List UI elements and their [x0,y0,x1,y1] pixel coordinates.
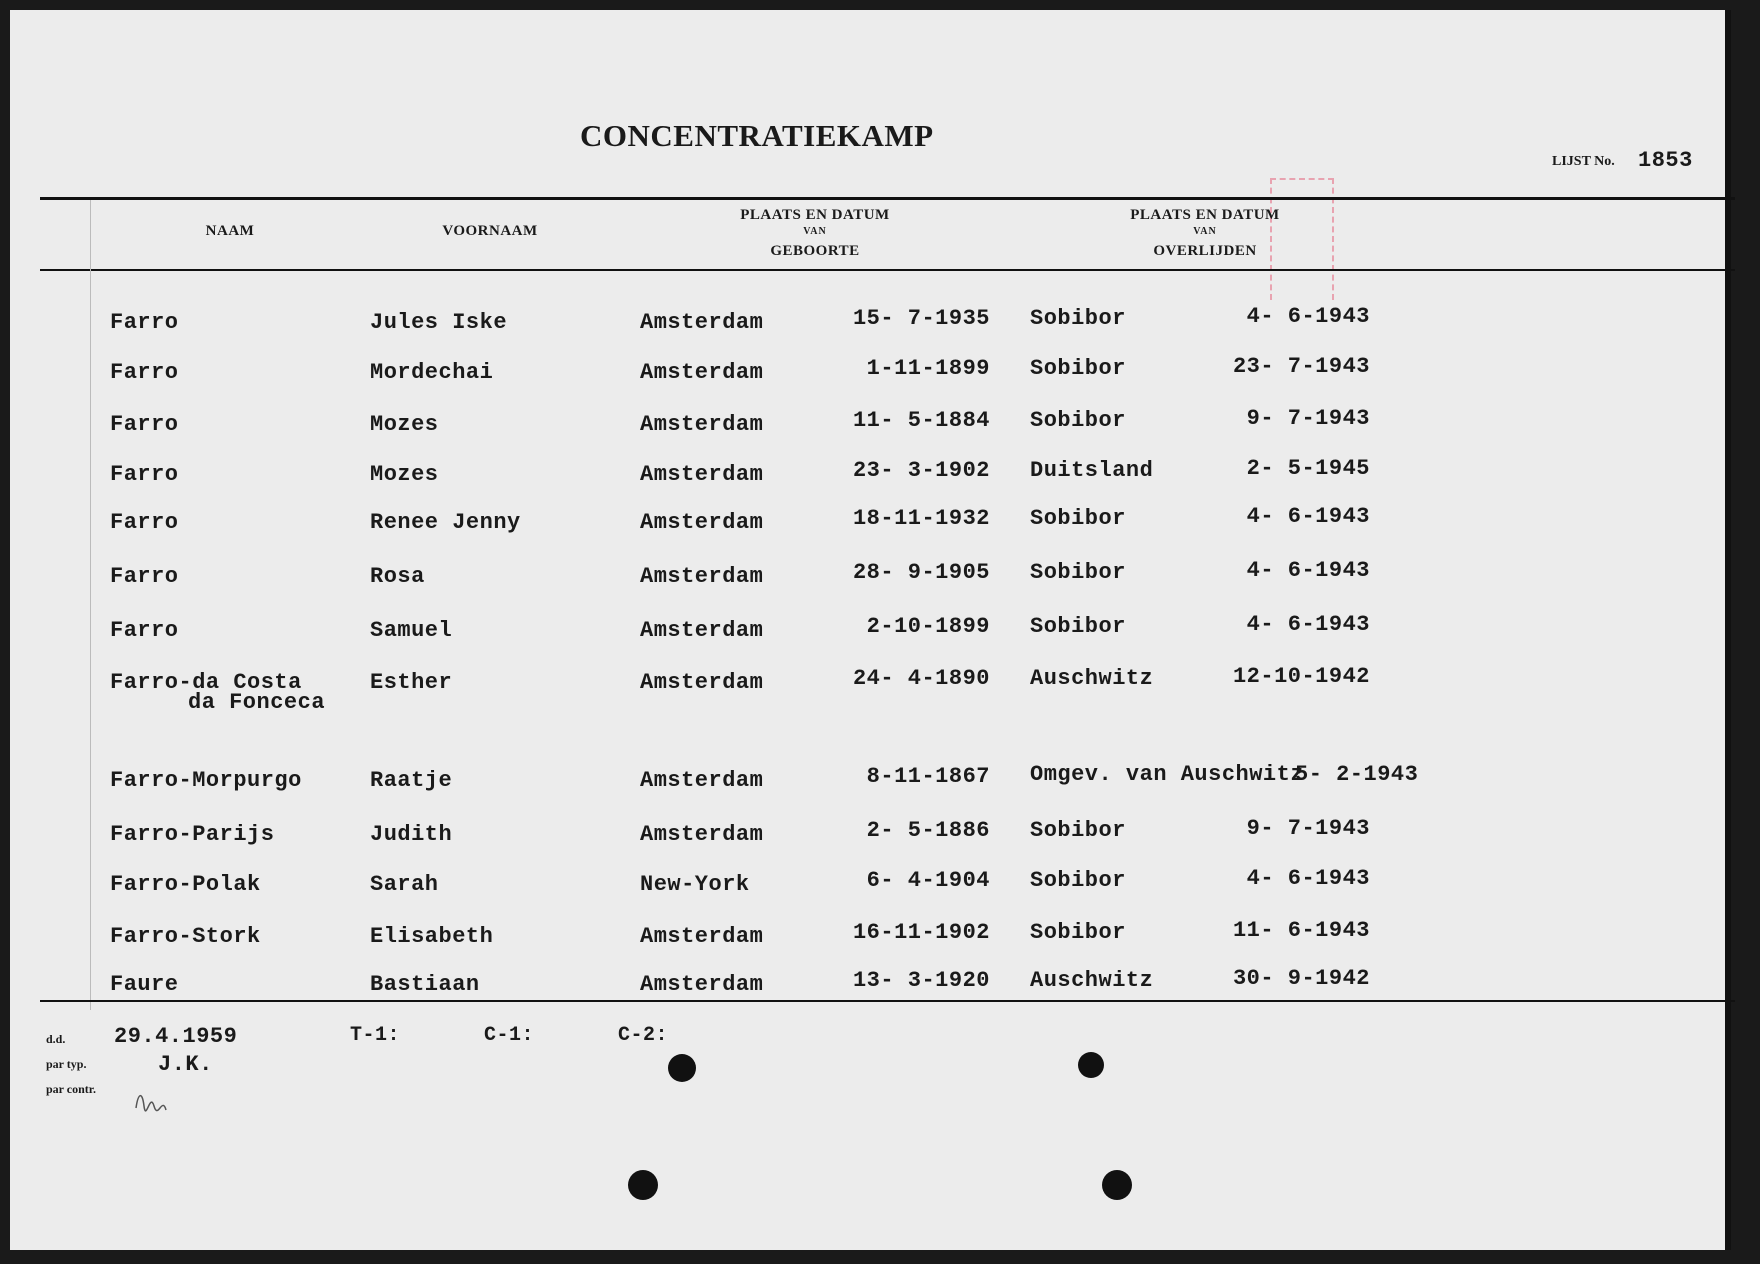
row-naam: Farro [110,310,179,335]
row-voornaam: Rosa [370,564,425,589]
row-naam: Farro [110,510,179,535]
header-naam: NAAM [205,223,255,239]
row-geboorte-plaats: Amsterdam [640,768,764,793]
row-overlijden-plaats: Sobibor [1030,614,1126,639]
row-naam: Farro [110,360,179,385]
left-margin-rule [90,200,91,1010]
row-voornaam: Mordechai [370,360,494,385]
row-geboorte-plaats: Amsterdam [640,564,764,589]
row-geboorte-plaats: Amsterdam [640,360,764,385]
row-naam: Farro-da Costa [110,670,302,695]
row-geboorte-datum: 8-11-1867 [866,764,990,789]
row-overlijden-plaats: Sobibor [1030,306,1126,331]
row-overlijden-plaats: Sobibor [1030,560,1126,585]
row-geboorte-datum: 13- 3-1920 [852,968,990,993]
header-geboorte-top: PLAATS EN DATUM [740,207,890,223]
row-geboorte-plaats: New-York [640,872,750,897]
row-geboorte-datum: 11- 5-1884 [852,408,990,433]
par-typ-label: par typ. [46,1057,87,1071]
row-overlijden-plaats: Sobibor [1030,818,1126,843]
row-overlijden-datum: 4- 6-1943 [1246,304,1370,329]
row-overlijden-datum: 23- 7-1943 [1232,354,1370,379]
dd-value: 29.4.1959 [114,1024,238,1049]
row-overlijden-plaats: Sobibor [1030,356,1126,381]
row-overlijden-datum: 4- 6-1943 [1246,866,1370,891]
row-naam: Farro-Polak [110,872,261,897]
row-geboorte-datum: 6- 4-1904 [866,868,990,893]
row-overlijden-datum: 9- 7-1943 [1246,816,1370,841]
punch-hole-2 [1078,1052,1104,1078]
par-contr-label: par contr. [46,1082,97,1096]
row-geboorte-datum: 16-11-1902 [852,920,990,945]
row-geboorte-plaats: Amsterdam [640,822,764,847]
row-naam: Farro [110,462,179,487]
row-overlijden-datum: 2- 5-1945 [1246,456,1370,481]
row-geboorte-datum: 2-10-1899 [866,614,990,639]
row-voornaam: Raatje [370,768,453,793]
row-voornaam: Esther [370,670,453,695]
row-naam: Farro [110,564,179,589]
row-overlijden-datum: 11- 6-1943 [1232,918,1370,943]
row-voornaam: Sarah [370,872,439,897]
header-top-rule [40,197,1735,200]
row-geboorte-plaats: Amsterdam [640,462,764,487]
row-voornaam: Elisabeth [370,924,494,949]
header-voornaam: VOORNAAM [442,223,538,239]
row-overlijden-datum: 4- 6-1943 [1246,504,1370,529]
row-overlijden-plaats: Duitsland [1030,458,1154,483]
row-overlijden-datum: 12-10-1942 [1232,664,1370,689]
row-overlijden-datum: 4- 6-1943 [1246,558,1370,583]
c2-label: C-2: [618,1024,669,1047]
row-geboorte-datum: 28- 9-1905 [852,560,990,585]
row-overlijden-plaats: Sobibor [1030,408,1126,433]
header-overlijden-top: PLAATS EN DATUM [1130,207,1280,223]
contr-initials-signature [114,1068,172,1139]
row-voornaam: Mozes [370,412,439,437]
footer-rule [40,1000,1735,1002]
row-geboorte-plaats: Amsterdam [640,972,764,997]
row-overlijden-datum: 4- 6-1943 [1246,612,1370,637]
row-geboorte-plaats: Amsterdam [640,412,764,437]
punch-hole-4 [1102,1170,1132,1200]
header-bottom-rule [40,269,1735,271]
page-title: CONCENTRATIEKAMP [580,118,934,153]
row-geboorte-plaats: Amsterdam [640,618,764,643]
row-naam: Faure [110,972,179,997]
row-overlijden-plaats: Auschwitz [1030,968,1154,993]
header-geboorte-bottom: GEBOORTE [770,243,860,259]
row-geboorte-plaats: Amsterdam [640,924,764,949]
row-overlijden-datum: 5- 2-1943 [1295,762,1419,787]
row-geboorte-datum: 15- 7-1935 [852,306,990,331]
row-overlijden-plaats: Auschwitz [1030,666,1154,691]
punch-hole-3 [628,1170,658,1200]
row-naam: Farro-Parijs [110,822,275,847]
row-geboorte-datum: 23- 3-1902 [852,458,990,483]
punch-hole-1 [668,1054,696,1082]
row-overlijden-plaats: Sobibor [1030,920,1126,945]
row-voornaam: Renee Jenny [370,510,521,535]
row-naam: Farro-Morpurgo [110,768,302,793]
row-geboorte-plaats: Amsterdam [640,670,764,695]
header-geboorte-mid: VAN [803,226,827,237]
lijst-number: 1853 [1638,148,1693,173]
row-naam: Farro-Stork [110,924,261,949]
row-geboorte-datum: 1-11-1899 [866,356,990,381]
t1-label: T-1: [350,1024,401,1047]
c1-label: C-1: [484,1024,535,1047]
row-voornaam: Judith [370,822,453,847]
row-overlijden-plaats: Sobibor [1030,506,1126,531]
row-geboorte-datum: 24- 4-1890 [852,666,990,691]
row-voornaam: Jules Iske [370,310,508,335]
row-naam-continued: da Fonceca [188,690,326,715]
row-voornaam: Bastiaan [370,972,480,997]
row-voornaam: Mozes [370,462,439,487]
row-overlijden-plaats: Sobibor [1030,868,1126,893]
record-card [10,10,1731,1250]
row-naam: Farro [110,412,179,437]
row-naam: Farro [110,618,179,643]
header-overlijden-bottom: OVERLIJDEN [1153,243,1257,259]
row-geboorte-datum: 2- 5-1886 [866,818,990,843]
dd-label: d.d. [46,1032,66,1046]
row-voornaam: Samuel [370,618,453,643]
row-geboorte-datum: 18-11-1932 [852,506,990,531]
lijst-label: LIJST No. [1552,154,1615,169]
header-overlijden-mid: VAN [1193,226,1217,237]
row-geboorte-plaats: Amsterdam [640,310,764,335]
row-overlijden-datum: 9- 7-1943 [1246,406,1370,431]
par-typ-value: J.K. [158,1052,213,1077]
row-overlijden-datum: 30- 9-1942 [1232,966,1370,991]
row-geboorte-plaats: Amsterdam [640,510,764,535]
signature-scribble [132,1086,172,1116]
row-overlijden-plaats: Omgev. van Auschwitz [1030,762,1305,787]
